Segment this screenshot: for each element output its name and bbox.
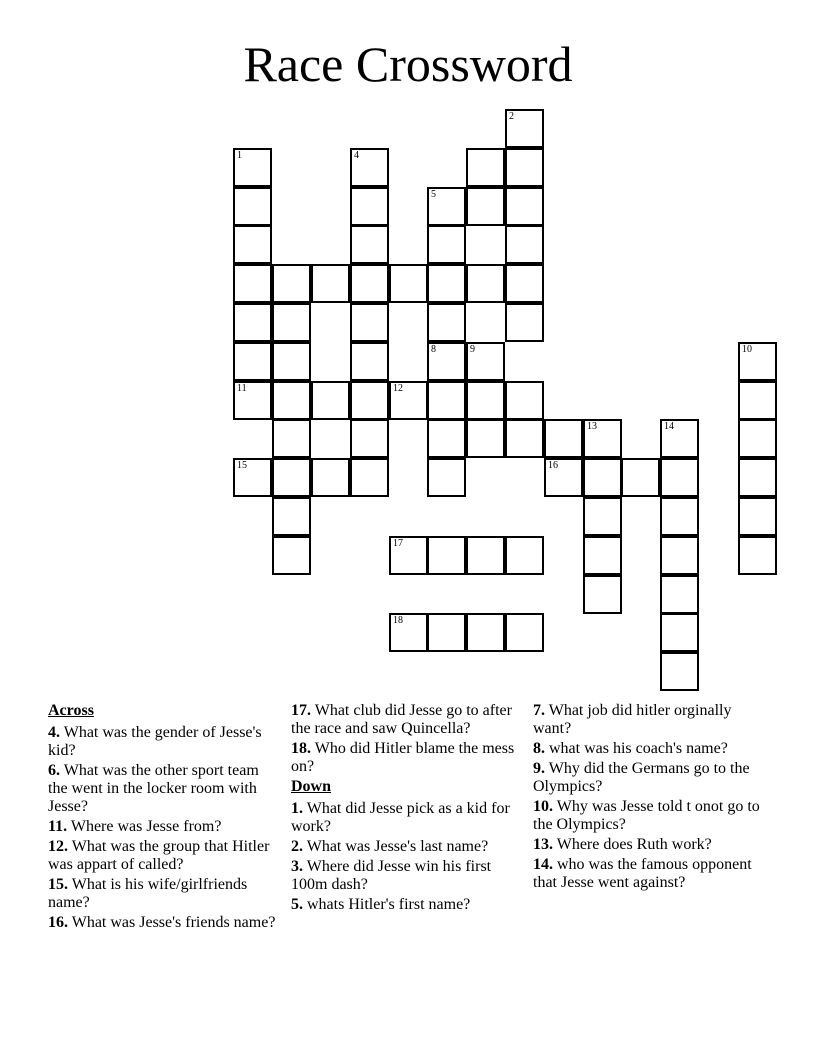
grid-cell[interactable] (389, 536, 428, 575)
clue-item (291, 740, 523, 776)
clue-text: Who did Hitler blame the mess on? (291, 740, 515, 775)
grid-cell[interactable] (738, 536, 777, 575)
clue-number-label: 9 (470, 344, 475, 355)
grid-cell[interactable] (660, 613, 699, 652)
grid-cell[interactable] (583, 419, 622, 458)
clue-item (533, 740, 765, 758)
grid-cell[interactable] (233, 342, 272, 381)
clue-text: What is his wife/girlfriends name? (48, 876, 248, 911)
grid-cell[interactable] (738, 419, 777, 458)
grid-cell[interactable] (466, 613, 505, 652)
clue-item (291, 858, 523, 894)
clue-item (533, 856, 765, 892)
grid-cell[interactable] (738, 381, 777, 420)
grid-cell[interactable] (233, 264, 272, 303)
grid-cell[interactable] (233, 148, 272, 187)
grid-cell[interactable] (311, 458, 350, 497)
clue-number: 12. (48, 838, 68, 855)
grid-cell[interactable] (466, 536, 505, 575)
clue-number-label: 11 (237, 383, 247, 394)
clue-text: Why did the Germans go to the Olympics? (533, 760, 750, 795)
clue-number: 1. (291, 800, 303, 817)
clue-item (48, 724, 280, 760)
grid-cell[interactable] (505, 613, 544, 652)
grid-cell[interactable] (544, 419, 583, 458)
grid-cell[interactable] (660, 652, 699, 691)
clue-number: 11. (48, 818, 68, 835)
grid-cell[interactable] (272, 419, 311, 458)
grid-cell[interactable] (427, 264, 466, 303)
grid-cell[interactable] (738, 458, 777, 497)
clue-number: 16. (48, 914, 68, 931)
grid-cell[interactable] (621, 458, 660, 497)
grid-cell[interactable] (311, 264, 350, 303)
page-title: Race Crossword (243, 36, 573, 92)
clue-number: 15. (48, 876, 68, 893)
grid-cell[interactable] (427, 458, 466, 497)
grid-cell[interactable] (233, 225, 272, 264)
clue-text: What was the other sport team the went in the locker room with Jesse? (48, 762, 259, 815)
clue-text: What club did Jesse go to after the race and saw Quincella? (291, 702, 512, 737)
clue-number-label: 15 (237, 460, 247, 471)
grid-cell[interactable] (272, 342, 311, 381)
grid-cell[interactable] (350, 303, 389, 342)
clue-number-label: 1 (237, 150, 242, 161)
clue-number: 14. (533, 856, 553, 873)
clue-item (291, 800, 523, 836)
grid-cell[interactable] (427, 536, 466, 575)
grid-cell[interactable] (233, 303, 272, 342)
clue-item (533, 702, 765, 738)
grid-cell[interactable] (233, 187, 272, 226)
grid-cell[interactable] (427, 613, 466, 652)
clue-item (291, 896, 523, 914)
grid-cell[interactable] (466, 148, 505, 187)
grid-cell[interactable] (583, 575, 622, 614)
clue-number: 13. (533, 836, 553, 853)
clue-number-label: 2 (509, 111, 514, 122)
clue-number: 3. (291, 858, 303, 875)
clue-number-label: 13 (587, 421, 597, 432)
grid-cell[interactable] (427, 225, 466, 264)
clues-column-1 (48, 702, 280, 934)
clue-number-label: 4 (354, 150, 359, 161)
clue-number: 6. (48, 762, 60, 779)
clue-text: What was the gender of Jesse's kid? (48, 724, 262, 759)
clue-number-label: 18 (393, 615, 403, 626)
grid-cell[interactable] (505, 303, 544, 342)
clue-item (48, 838, 280, 874)
clue-text: what was his coach's name? (545, 740, 728, 757)
grid-cell[interactable] (427, 187, 466, 226)
grid-cell[interactable] (660, 575, 699, 614)
clues-column-2 (291, 702, 523, 916)
clue-item (291, 838, 523, 856)
grid-cell[interactable] (350, 419, 389, 458)
grid-cell[interactable] (272, 497, 311, 536)
grid-cell[interactable] (505, 225, 544, 264)
across-heading: Across (48, 702, 94, 719)
grid-cell[interactable] (583, 497, 622, 536)
grid-cell[interactable] (660, 419, 699, 458)
grid-cell[interactable] (505, 419, 544, 458)
grid-cell[interactable] (427, 381, 466, 420)
grid-cell[interactable] (272, 458, 311, 497)
grid-cell[interactable] (583, 536, 622, 575)
clue-number: 2. (291, 838, 303, 855)
grid-cell[interactable] (233, 381, 272, 420)
clue-number-label: 14 (664, 421, 674, 432)
grid-cell[interactable] (350, 225, 389, 264)
grid-cell[interactable] (311, 381, 350, 420)
grid-cell[interactable] (427, 342, 466, 381)
clue-number: 8. (533, 740, 545, 757)
grid-cell[interactable] (466, 187, 505, 226)
clue-number-label: 17 (393, 538, 403, 549)
grid-cell[interactable] (544, 458, 583, 497)
clue-text: whats Hitler's first name? (303, 896, 471, 913)
grid-cell[interactable] (505, 187, 544, 226)
clue-text: who was the famous opponent that Jesse went against? (533, 856, 752, 891)
grid-cell[interactable] (350, 264, 389, 303)
clue-number: 18. (291, 740, 311, 757)
clue-item (533, 798, 765, 834)
grid-cell[interactable] (738, 497, 777, 536)
grid-cell[interactable] (660, 497, 699, 536)
clue-number: 7. (533, 702, 545, 719)
grid-cell[interactable] (427, 303, 466, 342)
grid-cell[interactable] (660, 536, 699, 575)
grid-cell[interactable] (350, 342, 389, 381)
clue-number: 9. (533, 760, 545, 777)
grid-cell[interactable] (233, 458, 272, 497)
grid-cell[interactable] (466, 264, 505, 303)
grid-cell[interactable] (427, 419, 466, 458)
grid-cell[interactable] (272, 381, 311, 420)
grid-cell[interactable] (660, 458, 699, 497)
grid-cell[interactable] (389, 613, 428, 652)
grid-cell[interactable] (350, 148, 389, 187)
clue-item (48, 914, 280, 932)
clue-number: 10. (533, 798, 553, 815)
clue-number: 4. (48, 724, 60, 741)
grid-cell[interactable] (389, 264, 428, 303)
clue-item (291, 702, 523, 738)
clue-item (533, 760, 765, 796)
clue-text: Where was Jesse from? (67, 818, 222, 835)
clue-number-label: 12 (393, 383, 403, 394)
grid-cell[interactable] (583, 458, 622, 497)
grid-cell[interactable] (505, 148, 544, 187)
clue-text: Where does Ruth work? (553, 836, 712, 853)
clue-number-label: 8 (431, 344, 436, 355)
clues-column-3 (533, 702, 765, 894)
clue-text: What job did hitler orginally want? (533, 702, 732, 737)
grid-cell[interactable] (505, 536, 544, 575)
grid-cell[interactable] (389, 381, 428, 420)
clue-number-label: 10 (742, 344, 752, 355)
grid-cell[interactable] (505, 109, 544, 148)
clue-number-label: 16 (548, 460, 558, 471)
grid-cell[interactable] (350, 381, 389, 420)
clue-text: What was Jesse's friends name? (68, 914, 276, 931)
clue-text: What was Jesse's last name? (303, 838, 489, 855)
down-heading: Down (291, 778, 332, 795)
clue-number: 17. (291, 702, 311, 719)
clue-item (533, 836, 765, 854)
grid-cell[interactable] (505, 264, 544, 303)
grid-cell[interactable] (350, 187, 389, 226)
grid-cell[interactable] (466, 342, 505, 381)
clue-number-label: 5 (431, 189, 436, 200)
clue-text: What did Jesse pick as a kid for work? (291, 800, 510, 835)
grid-cell[interactable] (350, 458, 389, 497)
clue-item (48, 818, 280, 836)
clue-text: Where did Jesse win his first 100m dash? (291, 858, 492, 893)
grid-cell[interactable] (466, 381, 505, 420)
grid-cell[interactable] (738, 342, 777, 381)
grid-cell[interactable] (272, 264, 311, 303)
grid-cell[interactable] (272, 536, 311, 575)
clue-number: 5. (291, 896, 303, 913)
clue-item (48, 876, 280, 912)
grid-cell[interactable] (466, 419, 505, 458)
grid-cell[interactable] (505, 381, 544, 420)
grid-cell[interactable] (272, 303, 311, 342)
clue-text: Why was Jesse told t onot go to the Olympics? (533, 798, 760, 833)
clue-item (48, 762, 280, 816)
clue-text: What was the group that Hitler was appart of called? (48, 838, 270, 873)
